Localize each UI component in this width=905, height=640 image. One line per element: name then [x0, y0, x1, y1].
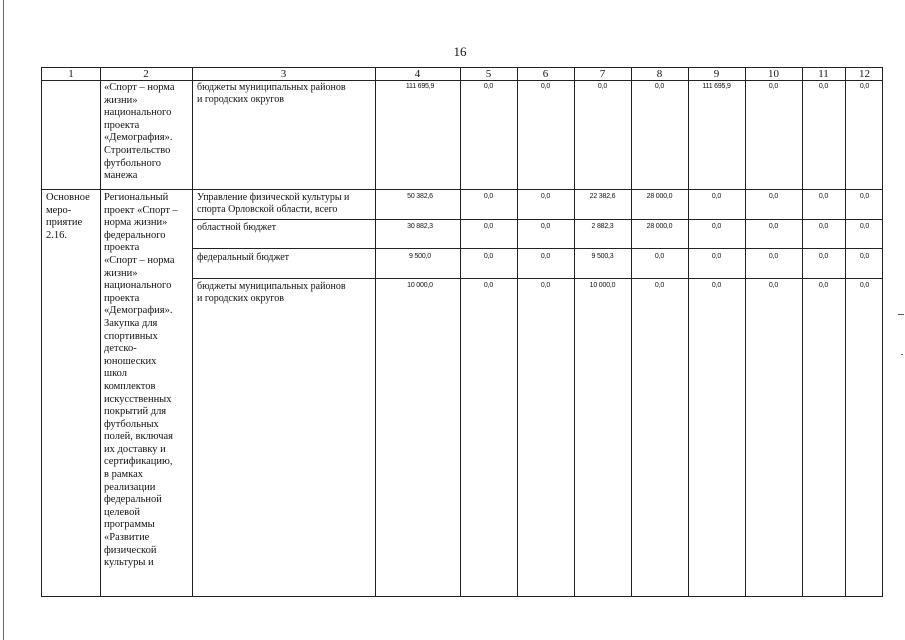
value-cell: 0,0 — [540, 83, 551, 90]
value-cell: 0,0 — [540, 253, 551, 260]
value-cell: 0,0 — [540, 193, 551, 200]
value-cell: 0,0 — [483, 282, 494, 289]
page-edge-rule — [3, 0, 4, 640]
event-name: Региональный проект «Спорт – норма жизни» федерального проекта «Спорт – норма жизни» национального проекта «Демография». Закупка для спортивных детско- юношеских школ комплектов искусственных покрытий для футбольных полей, включая их доставку и сертификацию, в рамках реализации федеральной целевой программы «Развитие физической культуры и — [104, 192, 178, 569]
column-divider — [460, 68, 461, 596]
value-cell: 0,0 — [483, 253, 494, 260]
column-header: 10 — [768, 68, 779, 80]
value-cell: 0,0 — [540, 282, 551, 289]
value-cell: 0,0 — [818, 223, 829, 230]
value-cell: 0,0 — [818, 282, 829, 289]
funding-source: бюджеты муниципальных районов и городских округов — [197, 281, 346, 305]
value-cell: 0,0 — [711, 193, 722, 200]
value-cell: 0,0 — [540, 223, 551, 230]
margin-mark — [898, 314, 904, 315]
value-cell: 0,0 — [597, 83, 608, 90]
row-rule — [192, 248, 882, 249]
value-cell: 0,0 — [654, 83, 665, 90]
margin-mark — [901, 354, 903, 355]
column-divider — [845, 68, 846, 596]
value-cell: 0,0 — [654, 282, 665, 289]
value-cell: 30 882,3 — [407, 223, 433, 230]
value-cell: 0,0 — [483, 83, 494, 90]
value-cell: 22 382,6 — [589, 193, 616, 200]
column-header: 9 — [713, 68, 720, 80]
funding-source: бюджеты муниципальных районов и городских округов — [197, 82, 346, 106]
value-cell: 0,0 — [483, 193, 494, 200]
value-cell: 111 695,9 — [405, 83, 435, 90]
row-rule — [192, 219, 882, 220]
column-divider — [375, 68, 376, 596]
value-cell: 0,0 — [859, 253, 870, 260]
column-header: 2 — [143, 68, 149, 80]
funding-source: федеральный бюджет — [197, 252, 290, 263]
value-cell: 0,0 — [768, 282, 779, 289]
value-cell: 10 000,0 — [589, 282, 616, 289]
value-cell: 111 695,9 — [702, 83, 731, 90]
column-divider — [688, 68, 689, 596]
value-cell: 9 500,3 — [591, 253, 614, 260]
column-header: 8 — [656, 68, 663, 80]
row-rule — [192, 278, 882, 279]
value-cell: 0,0 — [768, 253, 779, 260]
value-cell: 0,0 — [818, 253, 829, 260]
page-number: 16 — [453, 44, 467, 59]
header-rule — [42, 80, 882, 81]
column-header: 4 — [414, 68, 421, 80]
event-number: Основное меро- приятие 2.16. — [46, 192, 90, 241]
value-cell: 0,0 — [768, 193, 779, 200]
value-cell: 9 500,0 — [409, 253, 431, 260]
value-cell: 0,0 — [711, 282, 722, 289]
value-cell: 0,0 — [859, 83, 870, 90]
value-cell: 0,0 — [711, 223, 722, 230]
column-divider — [192, 68, 193, 596]
column-header: 3 — [280, 68, 287, 80]
funding-source: Управление физической культуры и спорта Орловской области, всего — [197, 192, 350, 216]
column-divider — [517, 68, 518, 596]
value-cell: 0,0 — [859, 193, 870, 200]
column-divider — [631, 68, 632, 596]
column-header: 5 — [485, 68, 492, 80]
event-name-continuation: «Спорт – норма жизни» национального проекта «Демография». Строительство футбольного манежа — [104, 82, 175, 182]
column-divider — [100, 68, 101, 596]
column-header: 7 — [599, 68, 606, 80]
column-header: 12 — [859, 68, 870, 80]
value-cell: 0,0 — [654, 253, 665, 260]
value-cell: 0,0 — [768, 83, 779, 90]
program-table — [41, 67, 883, 597]
funding-source: областной бюджет — [197, 222, 277, 233]
value-cell: 0,0 — [768, 223, 779, 230]
value-cell: 0,0 — [711, 253, 722, 260]
value-cell: 28 000,0 — [646, 223, 673, 230]
value-cell: 0,0 — [483, 223, 494, 230]
column-header: 6 — [542, 68, 549, 80]
value-cell: 0,0 — [818, 193, 829, 200]
column-header: 1 — [68, 68, 74, 80]
value-cell: 50 382,6 — [407, 193, 433, 200]
value-cell: 0,0 — [859, 282, 870, 289]
value-cell: 0,0 — [818, 83, 829, 90]
value-cell: 10 000,0 — [407, 282, 433, 289]
value-cell: 0,0 — [859, 223, 870, 230]
row-group-rule — [42, 189, 882, 190]
value-cell: 28 000,0 — [646, 193, 673, 200]
column-divider — [574, 68, 575, 596]
column-divider — [802, 68, 803, 596]
value-cell: 2 882,3 — [591, 223, 614, 230]
column-divider — [745, 68, 746, 596]
column-header: 11 — [818, 68, 829, 80]
